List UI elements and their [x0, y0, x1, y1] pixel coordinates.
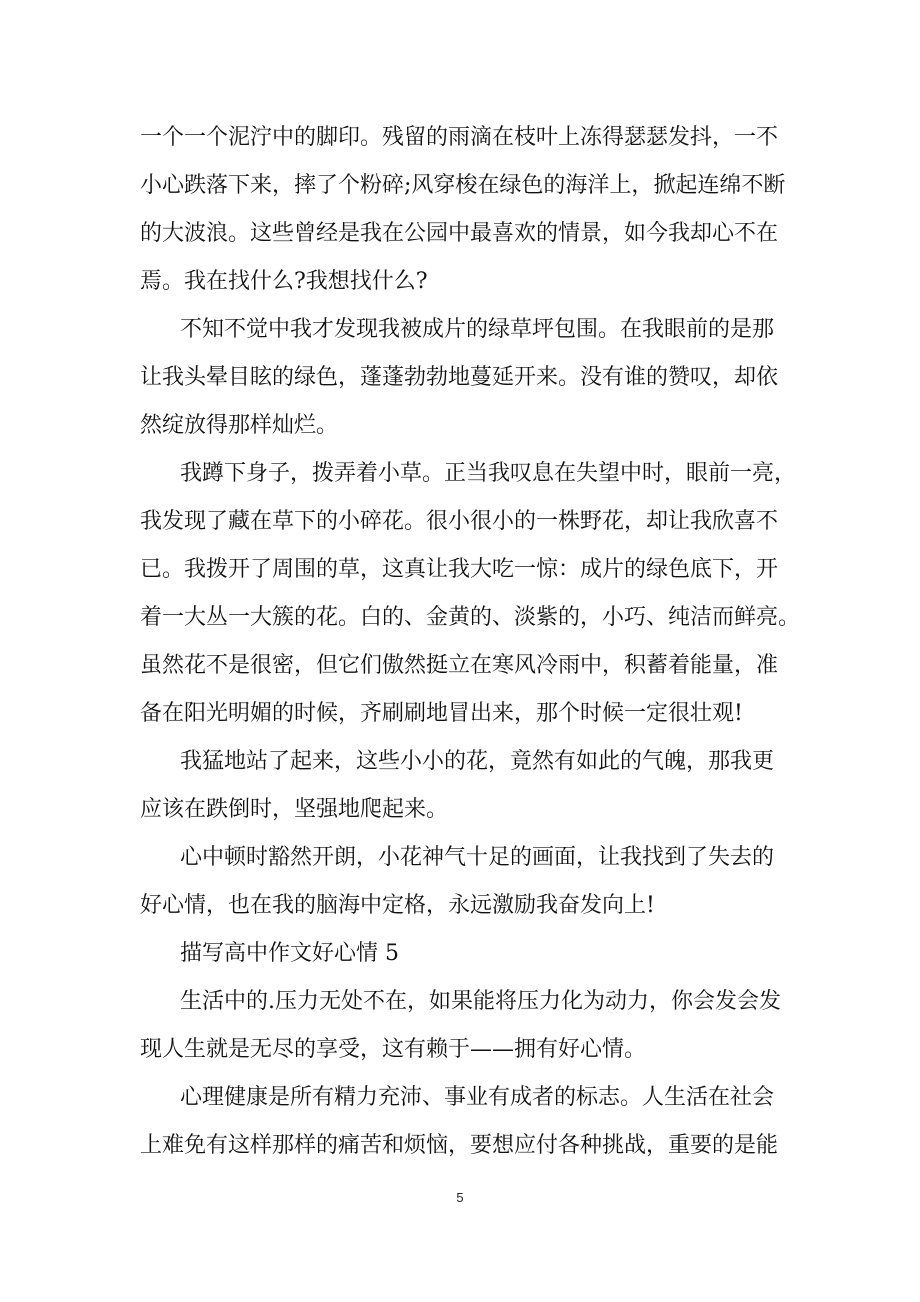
- paragraph-start-line: 心理健康是所有精力充沛、事业有成者的标志。人生活在社会: [180, 1085, 775, 1110]
- text-line: 备在阳光明媚的时候，齐刷刷地冒出来，那个时候一定很壮观!: [140, 701, 743, 726]
- page-number: 5: [456, 1190, 464, 1205]
- text-line: 好心情，也在我的脑海中定格，永远激励我奋发向上!: [140, 893, 655, 918]
- section-heading: 描写高中作文好心情 5: [180, 941, 399, 966]
- paragraph-start-line: 我猛地站了起来，这些小小的花，竟然有如此的气魄，那我更: [180, 749, 775, 774]
- text-line: 焉。我在找什么?我想找什么?: [140, 269, 428, 294]
- text-line: 小心跌落下来，摔了个粉碎;风穿梭在绿色的海洋上，掀起连绵不断: [140, 173, 786, 198]
- paragraph-start-line: 生活中的.压力无处不在，如果能将压力化为动力，你会发会发: [180, 989, 781, 1014]
- paragraph-start-line: 我蹲下身子，拨弄着小草。正当我叹息在失望中时，眼前一亮，: [180, 461, 797, 486]
- body-text: [140, 114, 801, 1170]
- text-line: 然绽放得那样灿烂。: [140, 413, 339, 438]
- text-line: 让我头晕目眩的绿色，蓬蓬勃勃地蔓延开来。没有谁的赞叹，却依: [140, 365, 779, 390]
- text-line: 我发现了藏在草下的小碎花。很小很小的一株野花，却让我欣喜不: [140, 509, 779, 534]
- text-line: 的大波浪。这些曾经是我在公园中最喜欢的情景，如今我却心不在: [140, 221, 779, 246]
- text-line: 一个一个泥泞中的脚印。残留的雨滴在枝叶上冻得瑟瑟发抖，一不: [140, 125, 779, 150]
- text-line: 着一大丛一大簇的花。白的、金黄的、淡紫的，小巧、纯洁而鲜亮。: [140, 605, 801, 630]
- text-line: 已。我拨开了周围的草，这真让我大吃一惊：成片的绿色底下，开: [140, 557, 779, 582]
- text-line: 现人生就是无尽的享受，这有赖于——拥有好心情。: [140, 1037, 647, 1062]
- paragraph-start-line: 心中顿时豁然开朗，小花神气十足的画面，让我找到了失去的: [180, 845, 775, 870]
- text-line: 应该在跌倒时，坚强地爬起来。: [140, 797, 449, 822]
- paragraph-start-line: 不知不觉中我才发现我被成片的绿草坪包围。在我眼前的是那: [180, 317, 775, 342]
- text-line: 虽然花不是很密，但它们傲然挺立在寒风冷雨中，积蓄着能量，准: [140, 653, 779, 678]
- text-line: 上难免有这样那样的痛苦和烦恼，要想应付各种挑战，重要的是能: [140, 1133, 779, 1158]
